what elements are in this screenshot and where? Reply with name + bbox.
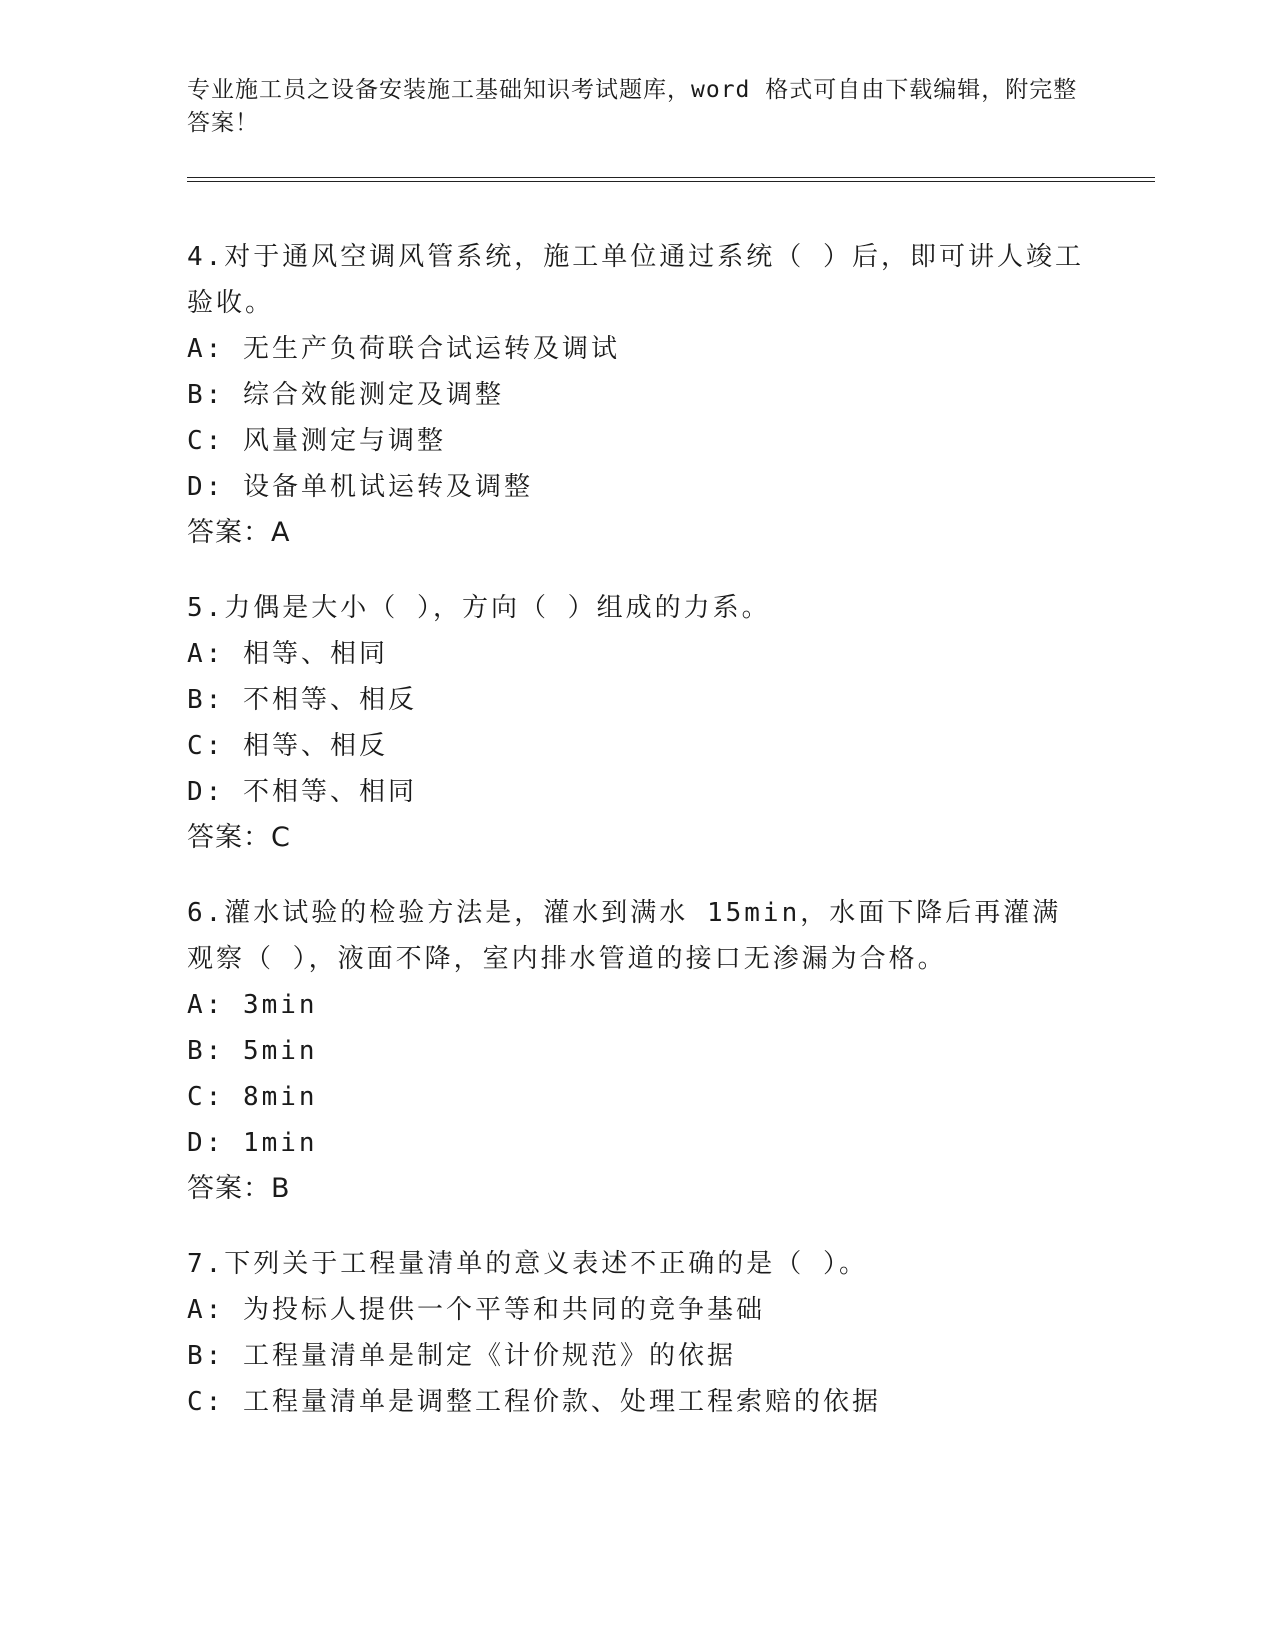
option-d: D: 不相等、相同	[187, 777, 417, 807]
option-a: A: 3min	[187, 990, 318, 1020]
option-c: C: 风量测定与调整	[187, 426, 446, 456]
question-stem: 4.对于通风空调风管系统，施工单位通过系统（ ）后，即可讲人竣工验收。	[187, 242, 1084, 318]
option-c: C: 8min	[187, 1082, 318, 1112]
answer: 答案：C	[187, 822, 291, 853]
header-divider-double	[187, 181, 1155, 182]
question-list	[187, 234, 1087, 1454]
option-d: D: 设备单机试运转及调整	[187, 472, 533, 502]
option-d: D: 1min	[187, 1128, 318, 1158]
answer: 答案：B	[187, 1173, 291, 1204]
option-b: B: 5min	[187, 1036, 318, 1066]
option-a: A: 为投标人提供一个平等和共同的竞争基础	[187, 1295, 765, 1325]
question-stem: 5.力偶是大小（ ），方向（ ）组成的力系。	[187, 593, 771, 623]
option-b: B: 不相等、相反	[187, 685, 417, 715]
answer: 答案：A	[187, 517, 291, 548]
option-b: B: 工程量清单是制定《计价规范》的依据	[187, 1341, 736, 1371]
question-5	[187, 585, 1087, 861]
header-divider	[187, 177, 1155, 178]
question-6	[187, 890, 1087, 1212]
document-header: 专业施工员之设备安装施工基础知识考试题库，word 格式可自由下载编辑，附完整答案！	[187, 77, 1078, 136]
option-b: B: 综合效能测定及调整	[187, 380, 504, 410]
option-a: A: 相等、相同	[187, 639, 388, 669]
question-7	[187, 1241, 1087, 1425]
question-stem: 6.灌水试验的检验方法是，灌水到满水 15min，水面下降后再灌满观察（ ），液面不降，室内排水管道的接口无渗漏为合格。	[187, 898, 1062, 974]
option-c: C: 工程量清单是调整工程价款、处理工程索赔的依据	[187, 1387, 881, 1417]
option-c: C: 相等、相反	[187, 731, 388, 761]
option-a: A: 无生产负荷联合试运转及调试	[187, 334, 620, 364]
question-stem: 7.下列关于工程量清单的意义表述不正确的是（ ）。	[187, 1249, 868, 1279]
question-4	[187, 234, 1087, 556]
